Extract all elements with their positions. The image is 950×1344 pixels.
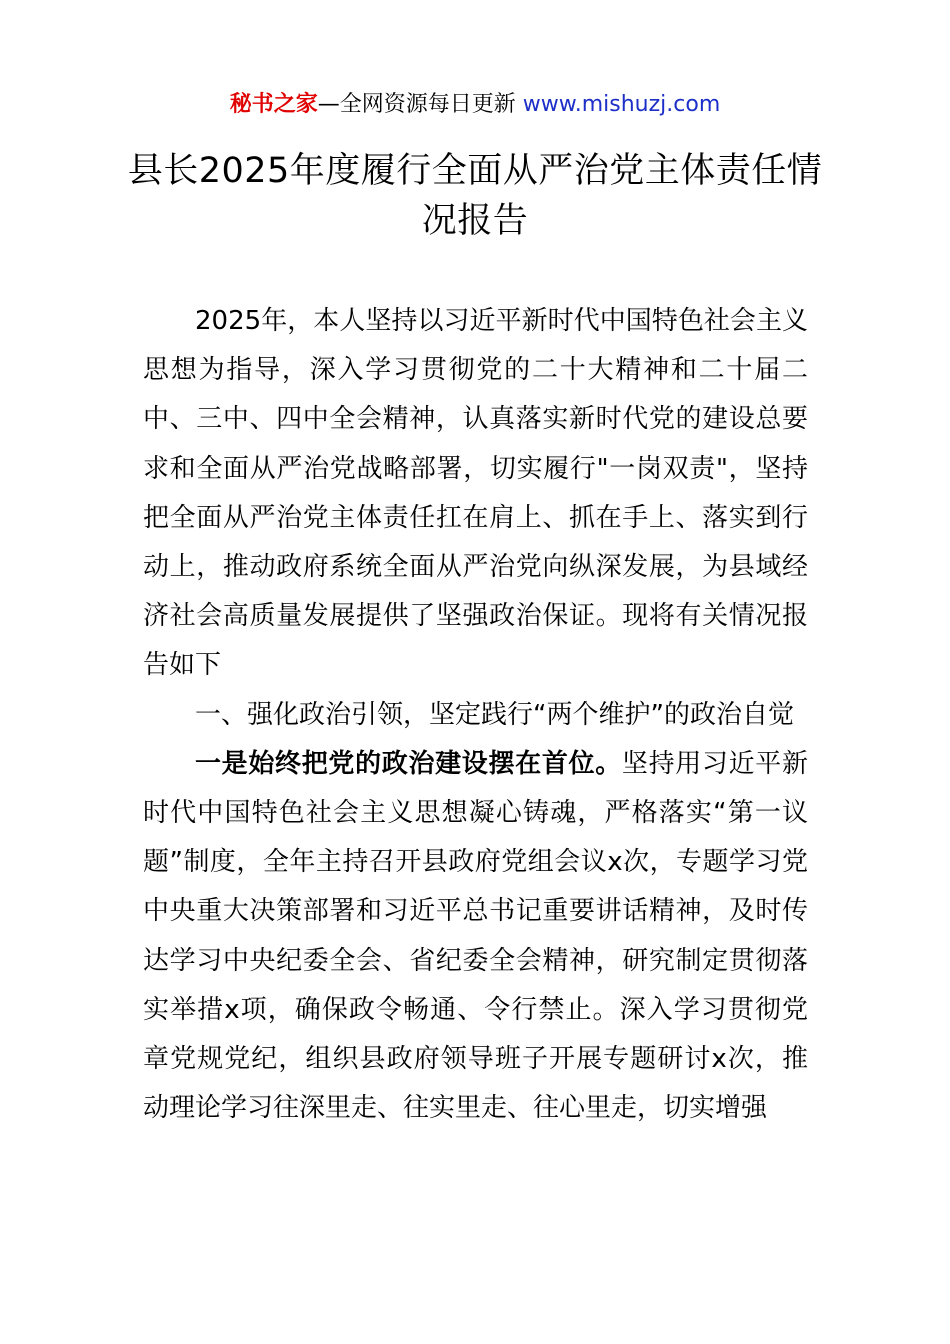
document-title: 县长2025年度履行全面从严治党主体责任情况报告 [127, 151, 823, 241]
section-heading-text: 一、强化政治引领，坚定践行“两个维护”的政治自觉 [195, 699, 794, 730]
site-url-link[interactable]: www.mishuzj.com [522, 92, 721, 117]
paragraph-intro [143, 297, 808, 691]
site-brand: 秘书之家 [229, 92, 318, 117]
document-body [143, 297, 808, 1133]
site-tagline: —全网资源每日更新 [317, 92, 523, 117]
paragraph-text: 2025年，本人坚持以习近平新时代中国特色社会主义思想为指导，深入学习贯彻党的二十大精神和二十届二中、三中、四中全会精神，认真落实新时代党的建设总要求和全面从严治党战略部署，切实履行"一岗双责"，坚持把全面从严治党主体责任扛在肩上、抓在手上、落实到行动上，推动政府系统全面从严治党向纵深发展，为县域经济社会高质量发展提供了坚强政治保证。现将有关情况报告如下 [143, 306, 808, 681]
site-header [0, 88, 950, 122]
paragraph-point-one [143, 740, 808, 1134]
paragraph-text: 坚持用习近平新时代中国特色社会主义思想凝心铸魂，严格落实“第一议题”制度，全年主持召开县政府党组会议x次，专题学习党中央重大决策部署和习近平总书记重要讲话精神，及时传达学习中央纪委全会、省纪委全会精神，研究制定贯彻落实举措x项，确保政令畅通、令行禁止。深入学习贯彻党章党规党纪，组织县政府领导班子开展专题研讨x次，推动理论学习往深里走、往实里走、往心里走，切实增强 [143, 748, 808, 1124]
section-heading [143, 691, 808, 740]
paragraph-lead: 一是始终把党的政治建设摆在首位。 [195, 748, 622, 779]
